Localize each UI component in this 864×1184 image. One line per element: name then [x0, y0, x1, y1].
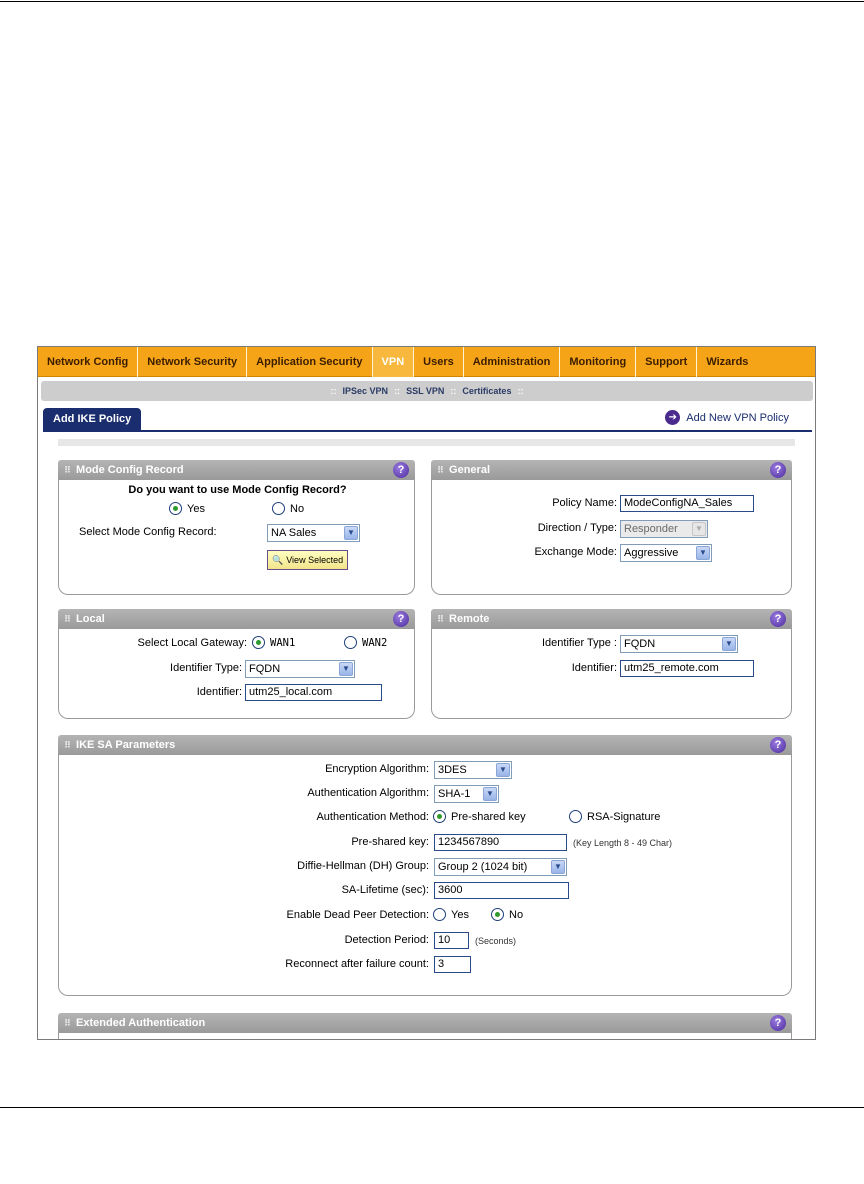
panel-title: Mode Config Record: [76, 464, 184, 476]
auth-algorithm-label: Authentication Algorithm:: [307, 787, 429, 799]
auth-algorithm-value: SHA-1: [438, 788, 471, 800]
tab-underline: [43, 430, 812, 432]
help-icon[interactable]: ?: [770, 611, 786, 627]
detection-period-note: (Seconds): [475, 935, 517, 946]
subnav-certificates[interactable]: Certificates: [462, 386, 512, 396]
top-rule: [0, 1, 864, 2]
reconnect-input[interactable]: 3: [434, 956, 471, 973]
panel-header: [58, 1013, 792, 1033]
panel-title: IKE SA Parameters: [76, 739, 176, 751]
sa-lifetime-input[interactable]: 3600: [434, 882, 569, 899]
local-identifier-type-value: FQDN: [249, 663, 281, 675]
policy-name-label: Policy Name:: [552, 497, 617, 509]
radio-wan2[interactable]: [344, 636, 357, 649]
encryption-select[interactable]: [434, 761, 512, 779]
exchange-mode-value: Aggressive: [624, 547, 679, 559]
local-gateway-label: Select Local Gateway:: [137, 637, 247, 649]
encryption-label: Encryption Algorithm:: [325, 763, 429, 775]
radio-dpd-yes[interactable]: [433, 908, 446, 921]
help-icon[interactable]: ?: [393, 462, 409, 478]
nav-monitoring[interactable]: Monitoring: [560, 347, 636, 377]
panel-header: [58, 609, 415, 629]
psk-input[interactable]: 1234567890: [434, 834, 567, 851]
screenshot-frame: [37, 346, 816, 1040]
chevron-down-icon: ▼: [692, 522, 706, 536]
subnav-ssl-vpn[interactable]: SSL VPN: [406, 386, 445, 396]
panel-header: [58, 735, 792, 755]
direction-select: [620, 520, 708, 538]
panel-header: [58, 460, 415, 480]
wan2-label: WAN2: [362, 636, 388, 649]
yes-label: Yes: [187, 502, 205, 515]
nav-wizards[interactable]: Wizards: [706, 355, 749, 368]
auth-algorithm-select[interactable]: [434, 785, 499, 803]
help-icon[interactable]: ?: [393, 611, 409, 627]
view-selected-label: View Selected: [286, 555, 344, 565]
general-panel: [431, 460, 792, 595]
nav-administration[interactable]: Administration: [464, 347, 561, 377]
chevron-down-icon: ▼: [496, 763, 510, 777]
wan1-label: WAN1: [270, 636, 296, 649]
remote-panel: [431, 609, 792, 719]
wan1-option[interactable]: [252, 636, 295, 649]
help-icon[interactable]: ?: [770, 462, 786, 478]
radio-dpd-no[interactable]: [491, 908, 504, 921]
dh-group-select[interactable]: [434, 858, 567, 876]
encryption-value: 3DES: [438, 764, 467, 776]
wan2-option[interactable]: [344, 636, 387, 649]
magnifier-icon: 🔍: [272, 554, 284, 565]
nav-vpn[interactable]: VPN: [373, 347, 415, 377]
sub-nav: :: IPSec VPN :: SSL VPN :: Certificates ::: [41, 381, 813, 401]
auth-method-label: Authentication Method:: [316, 811, 429, 823]
dpd-yes-label: Yes: [451, 908, 469, 921]
view-selected-button[interactable]: [267, 550, 348, 570]
direction-value: Responder: [624, 523, 678, 535]
panel-title: General: [449, 464, 490, 476]
detection-period-label: Detection Period:: [344, 934, 429, 946]
chevron-down-icon: ▼: [551, 860, 565, 874]
radio-no[interactable]: [272, 502, 285, 515]
local-identifier-input[interactable]: utm25_local.com: [245, 684, 382, 701]
tab-add-ike-policy[interactable]: Add IKE Policy: [43, 408, 141, 430]
bottom-rule: [0, 1107, 864, 1108]
direction-label: Direction / Type:: [537, 522, 617, 534]
grip-icon: ⠿: [64, 1018, 71, 1028]
mode-config-select-value: NA Sales: [271, 527, 317, 539]
exchange-mode-select[interactable]: [620, 544, 712, 562]
help-icon[interactable]: ?: [770, 1015, 786, 1031]
remote-identifier-input[interactable]: utm25_remote.com: [620, 660, 754, 677]
mode-config-panel: [58, 460, 415, 595]
panel-title: Remote: [449, 613, 490, 625]
grip-icon: ⠿: [64, 465, 71, 475]
dh-group-label: Diffie-Hellman (DH) Group:: [297, 860, 429, 872]
grey-strip: [58, 439, 795, 446]
nav-support[interactable]: Support: [636, 347, 697, 377]
dpd-label: Enable Dead Peer Detection:: [286, 909, 429, 921]
rsa-option-label: RSA-Signature: [587, 810, 661, 823]
top-nav: [38, 347, 816, 377]
dh-group-value: Group 2 (1024 bit): [438, 861, 528, 873]
chevron-down-icon: ▼: [483, 787, 497, 801]
reconnect-label: Reconnect after failure count:: [285, 958, 429, 970]
add-new-vpn-policy-link[interactable]: [665, 410, 789, 425]
local-identifier-label: Identifier:: [196, 686, 242, 698]
chevron-down-icon: ▼: [696, 546, 710, 560]
grip-icon: ⠿: [437, 465, 444, 475]
remote-identifier-type-label: Identifier Type :: [541, 637, 617, 649]
grip-icon: ⠿: [64, 614, 71, 624]
chevron-down-icon: ▼: [722, 637, 736, 651]
local-panel: [58, 609, 415, 719]
nav-network-security[interactable]: Network Security: [138, 347, 247, 377]
radio-pre-shared-key[interactable]: [433, 810, 446, 823]
dpd-no-option[interactable]: [491, 908, 523, 921]
policy-name-input[interactable]: ModeConfigNA_Sales: [620, 495, 754, 512]
xauth-panel: [58, 1013, 792, 1040]
dpd-yes-option[interactable]: [433, 908, 469, 921]
arrow-right-icon: ➔: [665, 410, 680, 425]
select-mode-config-label: Select Mode Config Record:: [79, 526, 217, 538]
grip-icon: ⠿: [64, 740, 71, 750]
mode-config-select[interactable]: [267, 524, 360, 542]
grip-icon: ⠿: [437, 614, 444, 624]
dpd-no-label: No: [509, 908, 524, 921]
panel-header: [431, 460, 792, 480]
help-icon[interactable]: ?: [770, 737, 786, 753]
chevron-down-icon: ▼: [339, 662, 353, 676]
nav-users[interactable]: Users: [414, 347, 464, 377]
exchange-mode-label: Exchange Mode:: [534, 546, 617, 558]
local-identifier-type-select[interactable]: [245, 660, 355, 678]
sa-lifetime-label: SA-Lifetime (sec):: [341, 884, 429, 896]
chevron-down-icon: ▼: [344, 526, 358, 540]
panel-header: [431, 609, 792, 629]
psk-note: (Key Length 8 - 49 Char): [573, 837, 673, 848]
nav-network-config[interactable]: Network Config: [38, 347, 138, 377]
add-new-vpn-policy-label: Add New VPN Policy: [686, 411, 789, 424]
subnav-ipsec-vpn[interactable]: IPSec VPN: [342, 386, 389, 396]
remote-identifier-type-select[interactable]: [620, 635, 738, 653]
remote-identifier-type-value: FQDN: [624, 638, 656, 650]
psk-option-label: Pre-shared key: [451, 810, 526, 823]
psk-label: Pre-shared key:: [351, 836, 429, 848]
psk-option[interactable]: [433, 810, 526, 823]
mode-config-no-option[interactable]: [272, 502, 304, 515]
panel-title: Local: [76, 613, 105, 625]
rsa-option[interactable]: [569, 810, 660, 823]
panel-title: Extended Authentication: [76, 1017, 206, 1029]
mode-config-yes-option[interactable]: [169, 502, 205, 515]
remote-identifier-label: Identifier:: [571, 662, 617, 674]
radio-wan1[interactable]: [252, 636, 265, 649]
no-label: No: [290, 502, 305, 515]
radio-rsa-signature[interactable]: [569, 810, 582, 823]
mode-config-question: Do you want to use Mode Config Record?: [128, 484, 347, 496]
radio-yes[interactable]: [169, 502, 182, 515]
ike-sa-panel: [58, 735, 792, 996]
detection-period-input[interactable]: 10: [434, 932, 469, 949]
nav-application-security[interactable]: Application Security: [247, 347, 372, 377]
local-identifier-type-label: Identifier Type:: [170, 662, 242, 674]
